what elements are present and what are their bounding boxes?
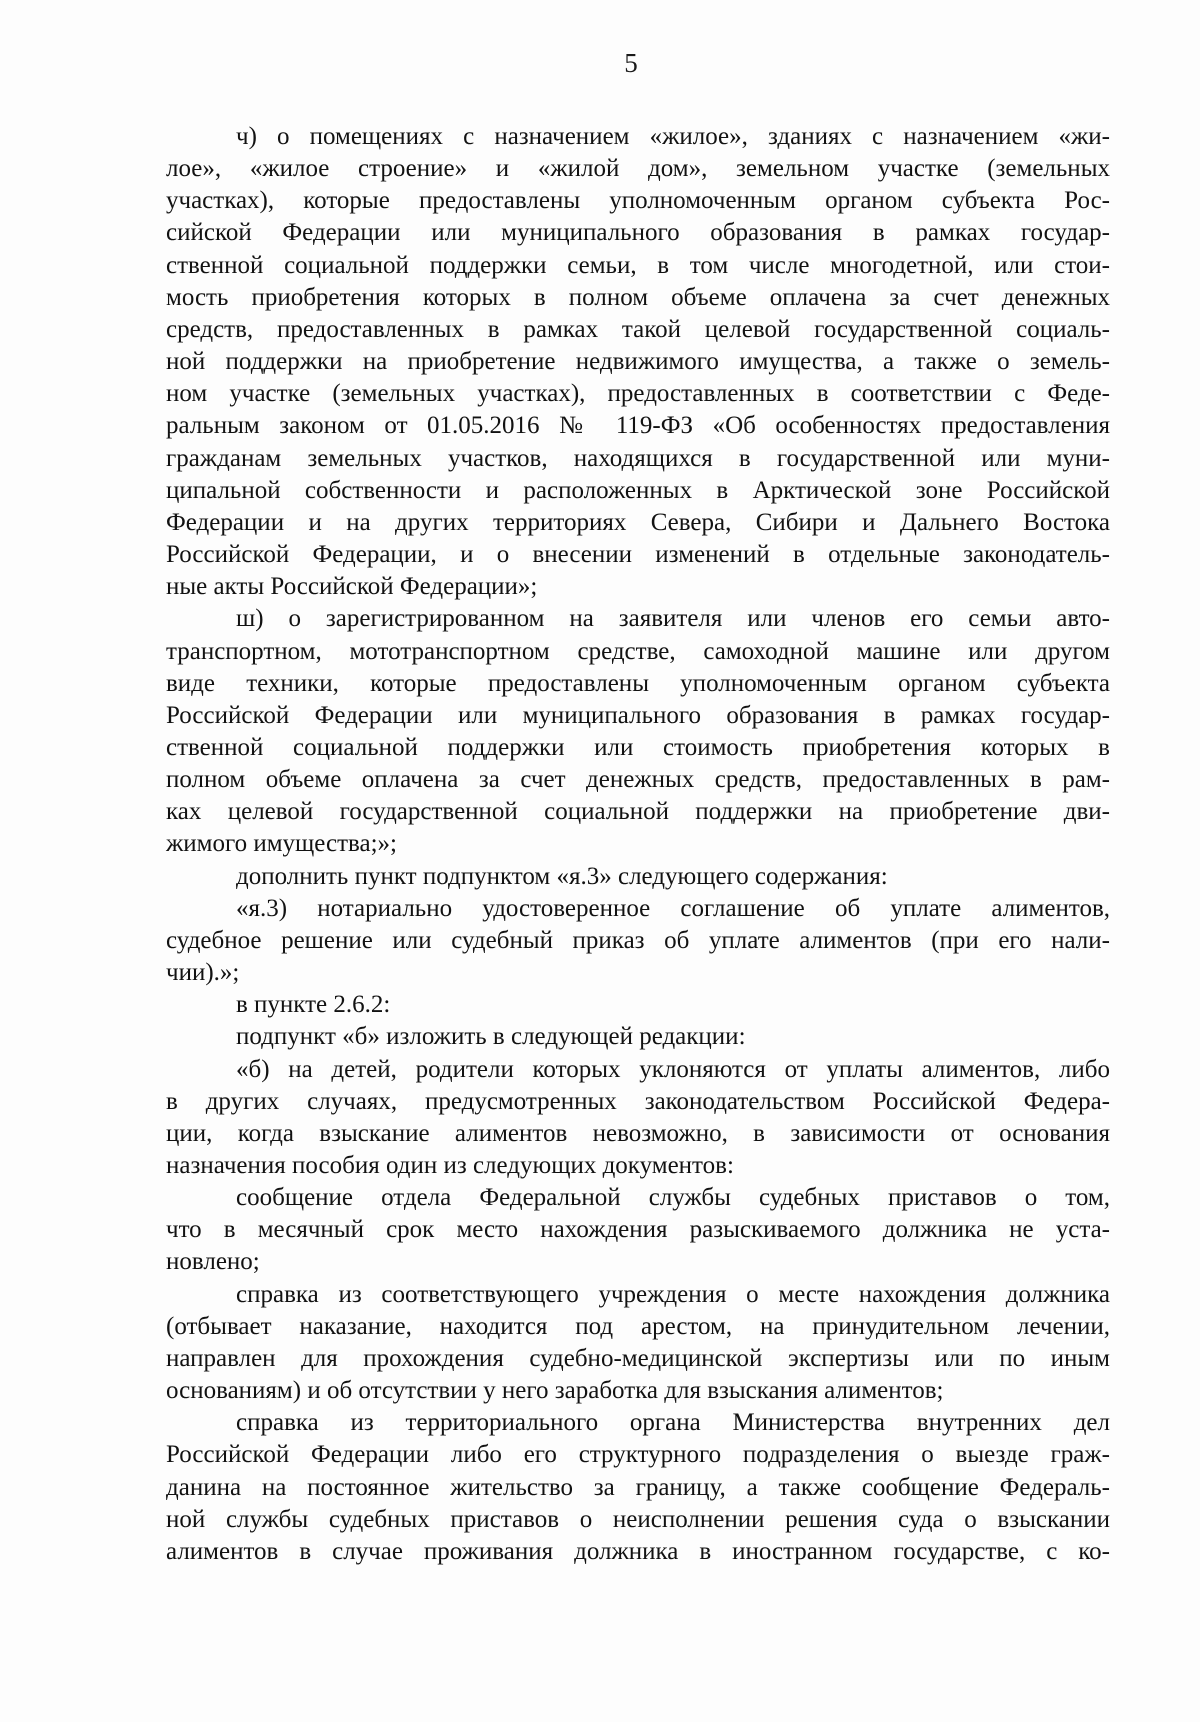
text-line: полном объеме оплачена за счет денежных средств, предоставленных в рам- <box>166 766 1110 794</box>
text-line: в пункте 2.6.2: <box>236 991 391 1019</box>
text-line: дополнить пункт подпунктом «я.3» следующего содержания: <box>236 862 888 890</box>
paragraph <box>166 1021 1110 1053</box>
paragraph <box>166 603 1110 860</box>
page-number: 5 <box>624 48 638 78</box>
text-line: «б) на детей, родители которых уклоняются от уплаты алиментов, либо <box>236 1055 1110 1083</box>
text-line: Российской Федерации или муниципального образования в рамках государ- <box>166 701 1110 729</box>
text-line: алиментов в случае проживания должника в иностранном государстве, с ко- <box>166 1537 1110 1565</box>
document-body <box>166 121 1110 1568</box>
paragraph <box>166 1182 1110 1278</box>
text-line: ные акты Российской Федерации»; <box>166 573 538 601</box>
paragraph <box>166 1279 1110 1408</box>
text-line: справка из соответствующего учреждения о месте нахождения должника <box>236 1280 1110 1308</box>
text-line: сийской Федерации или муниципального образования в рамках государ- <box>166 219 1110 247</box>
text-line: участках), которые предоставлены уполномоченным органом субъекта Рос- <box>166 187 1110 215</box>
text-line: что в месячный срок место нахождения разыскиваемого должника не уста- <box>166 1216 1110 1244</box>
text-line: жимого имущества;»; <box>166 830 398 858</box>
text-line: основаниям) и об отсутствии у него заработка для взыскания алиментов; <box>166 1377 944 1405</box>
text-line: ственной социальной поддержки семьи, в том числе многодетной, или стои- <box>166 251 1110 279</box>
paragraph <box>166 1407 1110 1568</box>
text-line: лое», «жилое строение» и «жилой дом», земельном участке (земельных <box>166 155 1110 183</box>
text-line: гражданам земельных участков, находящихся в государственной или муни- <box>166 444 1110 472</box>
text-line: новлено; <box>166 1248 260 1276</box>
text-line: Федерации и на других территориях Севера, Сибири и Дальнего Востока <box>166 508 1110 536</box>
text-line: сообщение отдела Федеральной службы судебных приставов о том, <box>236 1184 1110 1212</box>
text-line: ной службы судебных приставов о неисполнении решения суда о взыскании <box>166 1505 1110 1533</box>
text-line: ципальной собственности и расположенных в Арктической зоне Российской <box>166 476 1110 504</box>
text-line: ной поддержки на приобретение недвижимого имущества, а также о земель- <box>166 348 1110 376</box>
paragraph <box>166 861 1110 893</box>
text-line: чии).»; <box>166 959 240 987</box>
text-line: ч) о помещениях с назначением «жилое», зданиях с назначением «жи- <box>236 123 1110 150</box>
text-line: подпункт «б» изложить в следующей редакции: <box>236 1023 746 1051</box>
text-line: мость приобретения которых в полном объеме оплачена за счет денежных <box>166 283 1110 311</box>
text-line: ках целевой государственной социальной поддержки на приобретение дви- <box>166 798 1110 826</box>
paragraph <box>166 989 1110 1021</box>
text-line: ственной социальной поддержки или стоимость приобретения которых в <box>166 733 1110 761</box>
text-line: виде техники, которые предоставлены уполномоченным органом субъекта <box>166 669 1110 697</box>
text-line: судебное решение или судебный приказ об уплате алиментов (при его нали- <box>166 926 1110 954</box>
text-line: ральным законом от 01.05.2016 № 119-ФЗ «Об особенностях предоставления <box>166 412 1110 440</box>
paragraph <box>166 1054 1110 1183</box>
text-line: ш) о зарегистрированном на заявителя или членов его семьи авто- <box>236 605 1110 633</box>
text-line: назначения пособия один из следующих документов: <box>166 1152 734 1179</box>
text-line: данина на постоянное жительство за границу, а также сообщение Федераль- <box>166 1473 1110 1501</box>
paragraph <box>166 121 1110 603</box>
text-line: справка из территориального органа Министерства внутренних дел <box>236 1409 1110 1437</box>
text-line: в других случаях, предусмотренных законодательством Российской Федера- <box>166 1087 1110 1115</box>
text-line: транспортном, мототранспортном средстве, самоходной машине или другом <box>166 637 1110 665</box>
text-line: (отбывает наказание, находится под арестом, на принудительном лечении, <box>166 1312 1110 1340</box>
text-line: Российской Федерации либо его структурного подразделения о выезде граж- <box>166 1441 1110 1469</box>
text-line: «я.3) нотариально удостоверенное соглашение об уплате алиментов, <box>236 894 1110 922</box>
text-line: ции, когда взыскание алиментов невозможно, в зависимости от основания <box>166 1119 1110 1147</box>
text-line: средств, предоставленных в рамках такой целевой государственной социаль- <box>166 315 1110 343</box>
text-line: Российской Федерации, и о внесении изменений в отдельные законодатель- <box>166 541 1110 569</box>
text-line: направлен для прохождения судебно-медицинской экспертизы или по иным <box>166 1344 1110 1372</box>
paragraph <box>166 893 1110 989</box>
text-line: ном участке (земельных участках), предоставленных в соответствии с Феде- <box>166 380 1110 408</box>
